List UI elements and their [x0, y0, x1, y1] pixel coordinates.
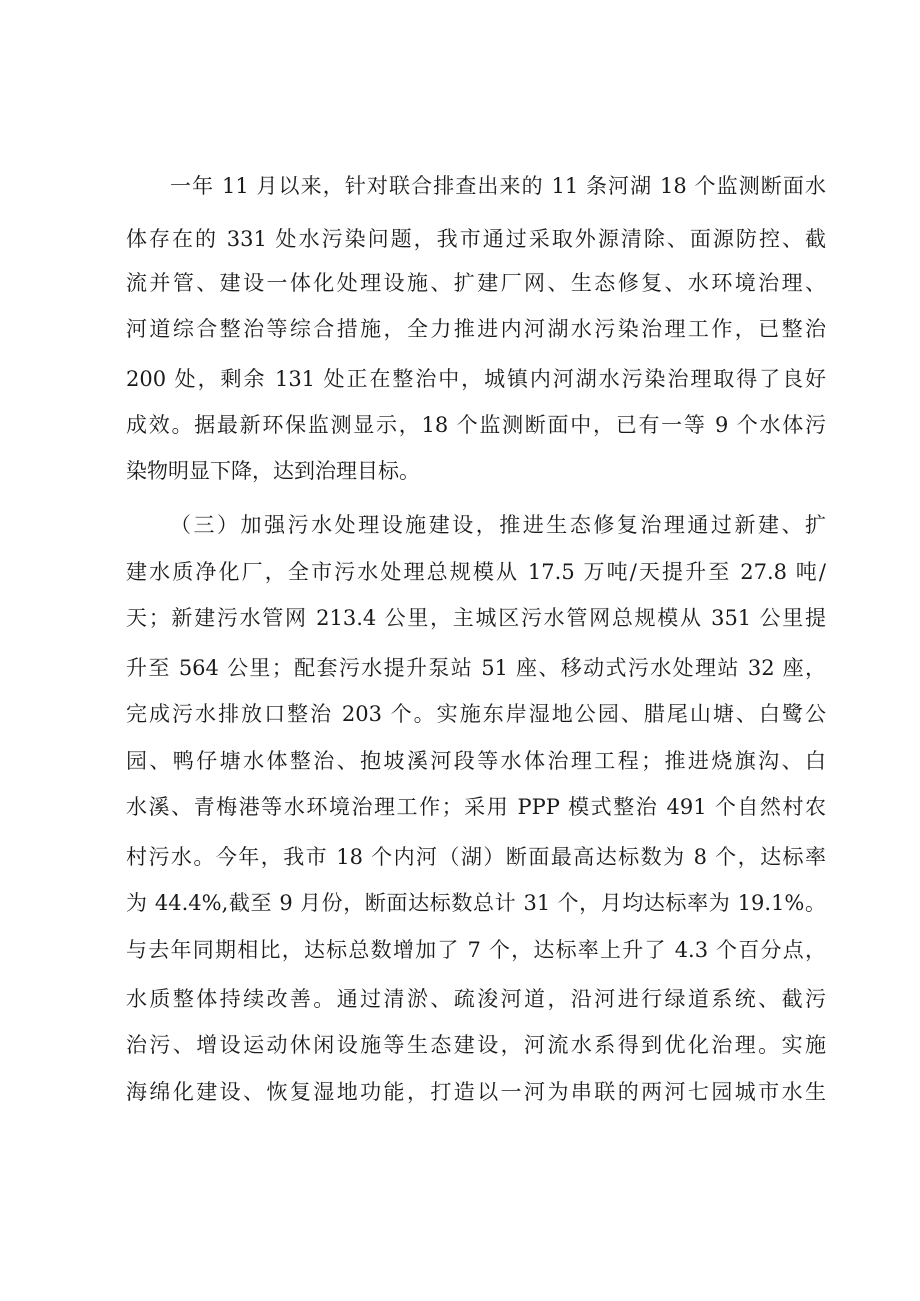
paragraph-2-line-8: 村污水。今年，我市 18 个内河（湖）断面最高达标数为 8 个，达标率	[126, 845, 826, 869]
paragraph-2-line-3: 天；新建污水管网 213.4 公里，主城区污水管网总规模从 351 公里提	[126, 606, 826, 630]
paragraph-1-line-7: 染物明显下降，达到治理目标。	[126, 459, 420, 483]
paragraph-1-line-4: 河道综合整治等综合措施，全力推进内河湖水污染治理工作，已整治	[126, 317, 826, 341]
paragraph-1-line-3: 流并管、建设一体化处理设施、扩建厂网、生态修复、水环境治理、	[126, 271, 826, 295]
paragraph-2-line-2: 建水质净化厂，全市污水处理总规模从 17.5 万吨/天提升至 27.8 吨/	[126, 560, 826, 584]
paragraph-1-line-5: 200 处，剩余 131 处正在整治中，城镇内河湖水污染治理取得了良好	[126, 367, 826, 391]
paragraph-2-line-4: 升至 564 公里；配套污水提升泵站 51 座、移动式污水处理站 32 座，	[126, 656, 826, 680]
paragraph-2-line-5: 完成污水排放口整治 203 个。实施东岸湿地公园、腊尾山塘、白鹭公	[126, 702, 826, 726]
paragraph-2-line-9: 为 44.4%,截至 9 月份，断面达标数总计 31 个，月均达标率为 19.1%。	[126, 891, 826, 915]
paragraph-2-line-10: 与去年同期相比，达标总数增加了 7 个，达标率上升了 4.3 个百分点，	[126, 938, 826, 962]
paragraph-1-line-6: 成效。据最新环保监测显示，18 个监测断面中，已有一等 9 个水体污	[126, 413, 826, 437]
paragraph-2-line-13: 海绵化建设、恢复湿地功能，打造以一河为串联的两河七园城市水生	[126, 1080, 826, 1104]
paragraph-2-line-1: （三）加强污水处理设施建设，推进生态修复治理通过新建、扩	[170, 513, 826, 537]
paragraph-2-line-6: 园、鸭仔塘水体整治、抱坡溪河段等水体治理工程；推进烧旗沟、白	[126, 749, 826, 773]
paragraph-1-line-2: 体存在的 331 处水污染问题，我市通过采取外源清除、面源防控、截	[126, 227, 826, 251]
paragraph-2-line-7: 水溪、青梅港等水环境治理工作；采用 PPP 模式整治 491 个自然村农	[126, 795, 826, 819]
paragraph-1-line-1: 一年 11 月以来，针对联合排查出来的 11 条河湖 18 个监测断面水	[170, 174, 826, 198]
paragraph-2-line-11: 水质整体持续改善。通过清淤、疏浚河道，沿河进行绿道系统、截污	[126, 987, 826, 1011]
paragraph-2-line-12: 治污、增设运动休闲设施等生态建设，河流水系得到优化治理。实施	[126, 1033, 826, 1057]
